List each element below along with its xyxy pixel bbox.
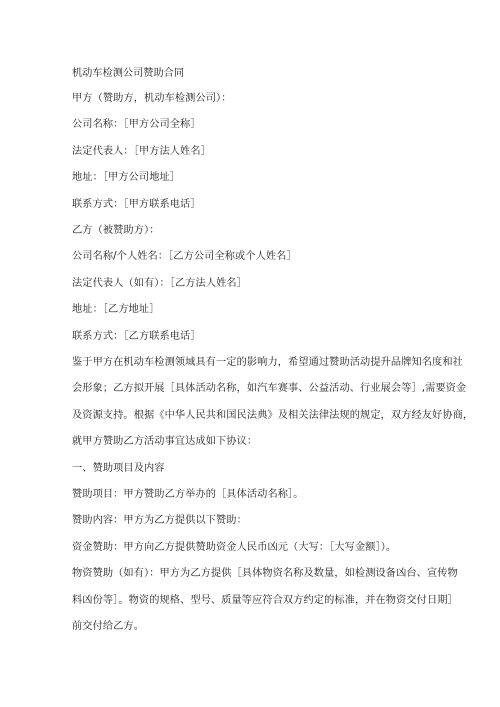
party-b-name: 公司名称/个人姓名：［乙方公司全称或个人姓名］ xyxy=(72,251,297,263)
party-a-company: 公司名称：［甲方公司全称］ xyxy=(72,119,201,131)
section-1-heading: 一、赞助项目及内容 xyxy=(72,462,165,474)
preamble-line: 及资源支持。根据《中华人民共和国民法典》及相关法律法规的规定，双方经友好协商， xyxy=(72,409,474,421)
document-title: 机动车检测公司赞助合同 xyxy=(72,68,185,79)
material-line: 前交付给乙方。 xyxy=(72,620,145,632)
sponsorship-project: 赞助项目：甲方赞助乙方举办的［具体活动名称］。 xyxy=(72,488,304,500)
preamble-line: 鉴于甲方在机动车检测领域具有一定的影响力，希望通过赞助活动提升品牌知名度和社 xyxy=(72,356,463,368)
preamble-line: 会形象；乙方拟开展［具体活动名称，如汽车赛事、公益活动、行业展会等］,需要资金 xyxy=(72,383,467,395)
party-b-heading: 乙方（被赞助方）： xyxy=(72,224,160,236)
funding-sponsorship: 资金赞助：甲方向乙方提供赞助资金人民币凶元（大写：［大写金额］）。 xyxy=(72,541,397,553)
preamble-paragraph xyxy=(72,350,474,456)
material-line: 物资赞助（如有）：甲方为乙方提供［具体物资名称及数量，如检测设备凶台、宣传物 xyxy=(72,568,458,580)
party-a-contact: 联系方式：［甲方联系电话］ xyxy=(72,198,201,210)
sponsorship-content: 赞助内容：甲方为乙方提供以下赞助： xyxy=(72,515,247,527)
party-a-heading: 甲方（赞助方，机动车检测公司）： xyxy=(72,93,232,104)
party-b-address: 地址：［乙方地址］ xyxy=(72,304,160,316)
contract-document xyxy=(72,62,474,640)
material-line: 料凶份等］。物资的规格、型号、质量等应符合双方约定的标准，并在物资交付日期］ xyxy=(72,594,458,606)
party-a-address: 地址：［甲方公司地址］ xyxy=(72,172,181,184)
party-b-representative: 法定代表人（如有）：［乙方法人姓名］ xyxy=(72,277,247,289)
party-b-contact: 联系方式：［乙方联系电话］ xyxy=(72,330,201,342)
material-sponsorship-paragraph xyxy=(72,561,458,640)
preamble-line: 就甲方赞助乙方活动事宜达成如下协议： xyxy=(72,436,258,448)
party-a-representative: 法定代表人：［甲方法人姓名］ xyxy=(72,145,211,157)
